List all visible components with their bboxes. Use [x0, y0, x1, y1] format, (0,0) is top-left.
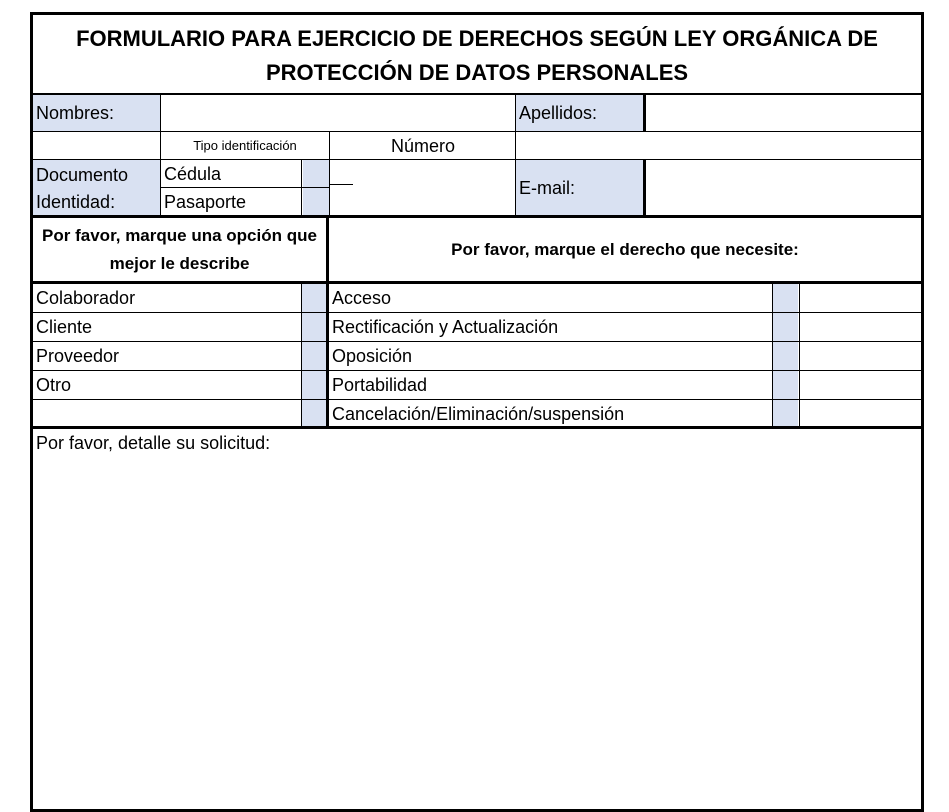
option-checkbox[interactable]: [302, 313, 326, 341]
right-extra-cell[interactable]: [800, 284, 921, 312]
option-label: Proveedor: [36, 346, 120, 366]
apellidos-extra-field[interactable]: [516, 132, 921, 159]
right-checkbox[interactable]: [773, 371, 798, 399]
cedula-checkbox[interactable]: [303, 160, 329, 187]
email-label: E-mail:: [516, 160, 643, 216]
documento-identidad-label: Documento Identidad:: [33, 160, 160, 216]
rights-request-form: [30, 12, 924, 812]
option-checkbox[interactable]: [302, 371, 326, 399]
option-label: Colaborador: [36, 288, 136, 308]
nombres-label: Nombres:: [33, 95, 160, 131]
right-extra-cell[interactable]: [800, 400, 921, 428]
right-extra-cell[interactable]: [800, 313, 921, 341]
form-title: FORMULARIO PARA EJERCICIO DE DERECHOS SEGÚN LEY ORGÁNICA DE PROTECCIÓN DE DATOS PERSONALES: [33, 15, 921, 95]
rights-header: Por favor, marque el derecho que necesite:: [451, 240, 799, 259]
right-label: Oposición: [332, 346, 413, 366]
numero-field[interactable]: [331, 160, 515, 216]
pasaporte-label: Pasaporte: [164, 192, 247, 212]
numero-header: Número: [390, 135, 456, 156]
detail-label: Por favor, detalle su solicitud:: [36, 433, 271, 453]
right-extra-cell[interactable]: [800, 371, 921, 399]
right-extra-cell[interactable]: [800, 342, 921, 370]
right-checkbox[interactable]: [773, 400, 798, 428]
option-label: Cliente: [36, 317, 93, 337]
detail-textarea[interactable]: [33, 460, 921, 800]
pasaporte-checkbox[interactable]: [303, 188, 329, 216]
nombres-field[interactable]: [161, 95, 515, 131]
option-checkbox[interactable]: [302, 400, 326, 428]
right-label: Portabilidad: [332, 375, 428, 395]
right-label: Cancelación/Eliminación/suspensión: [332, 404, 625, 424]
right-checkbox[interactable]: [773, 342, 798, 370]
right-checkbox[interactable]: [773, 284, 798, 312]
cedula-label: Cédula: [164, 163, 222, 184]
option-label: [33, 400, 300, 428]
option-label: Otro: [36, 375, 72, 395]
option-checkbox[interactable]: [302, 342, 326, 370]
apellidos-label: Apellidos:: [516, 95, 643, 131]
email-field[interactable]: [645, 160, 921, 216]
right-label: Rectificación y Actualización: [332, 317, 559, 337]
right-label: Acceso: [332, 288, 392, 308]
option-header: Por favor, marque una opción que mejor le describe: [42, 226, 317, 273]
apellidos-field[interactable]: [645, 95, 921, 131]
tipo-identificacion-header: Tipo identificación: [193, 138, 297, 153]
right-checkbox[interactable]: [773, 313, 798, 341]
option-checkbox[interactable]: [302, 284, 326, 312]
